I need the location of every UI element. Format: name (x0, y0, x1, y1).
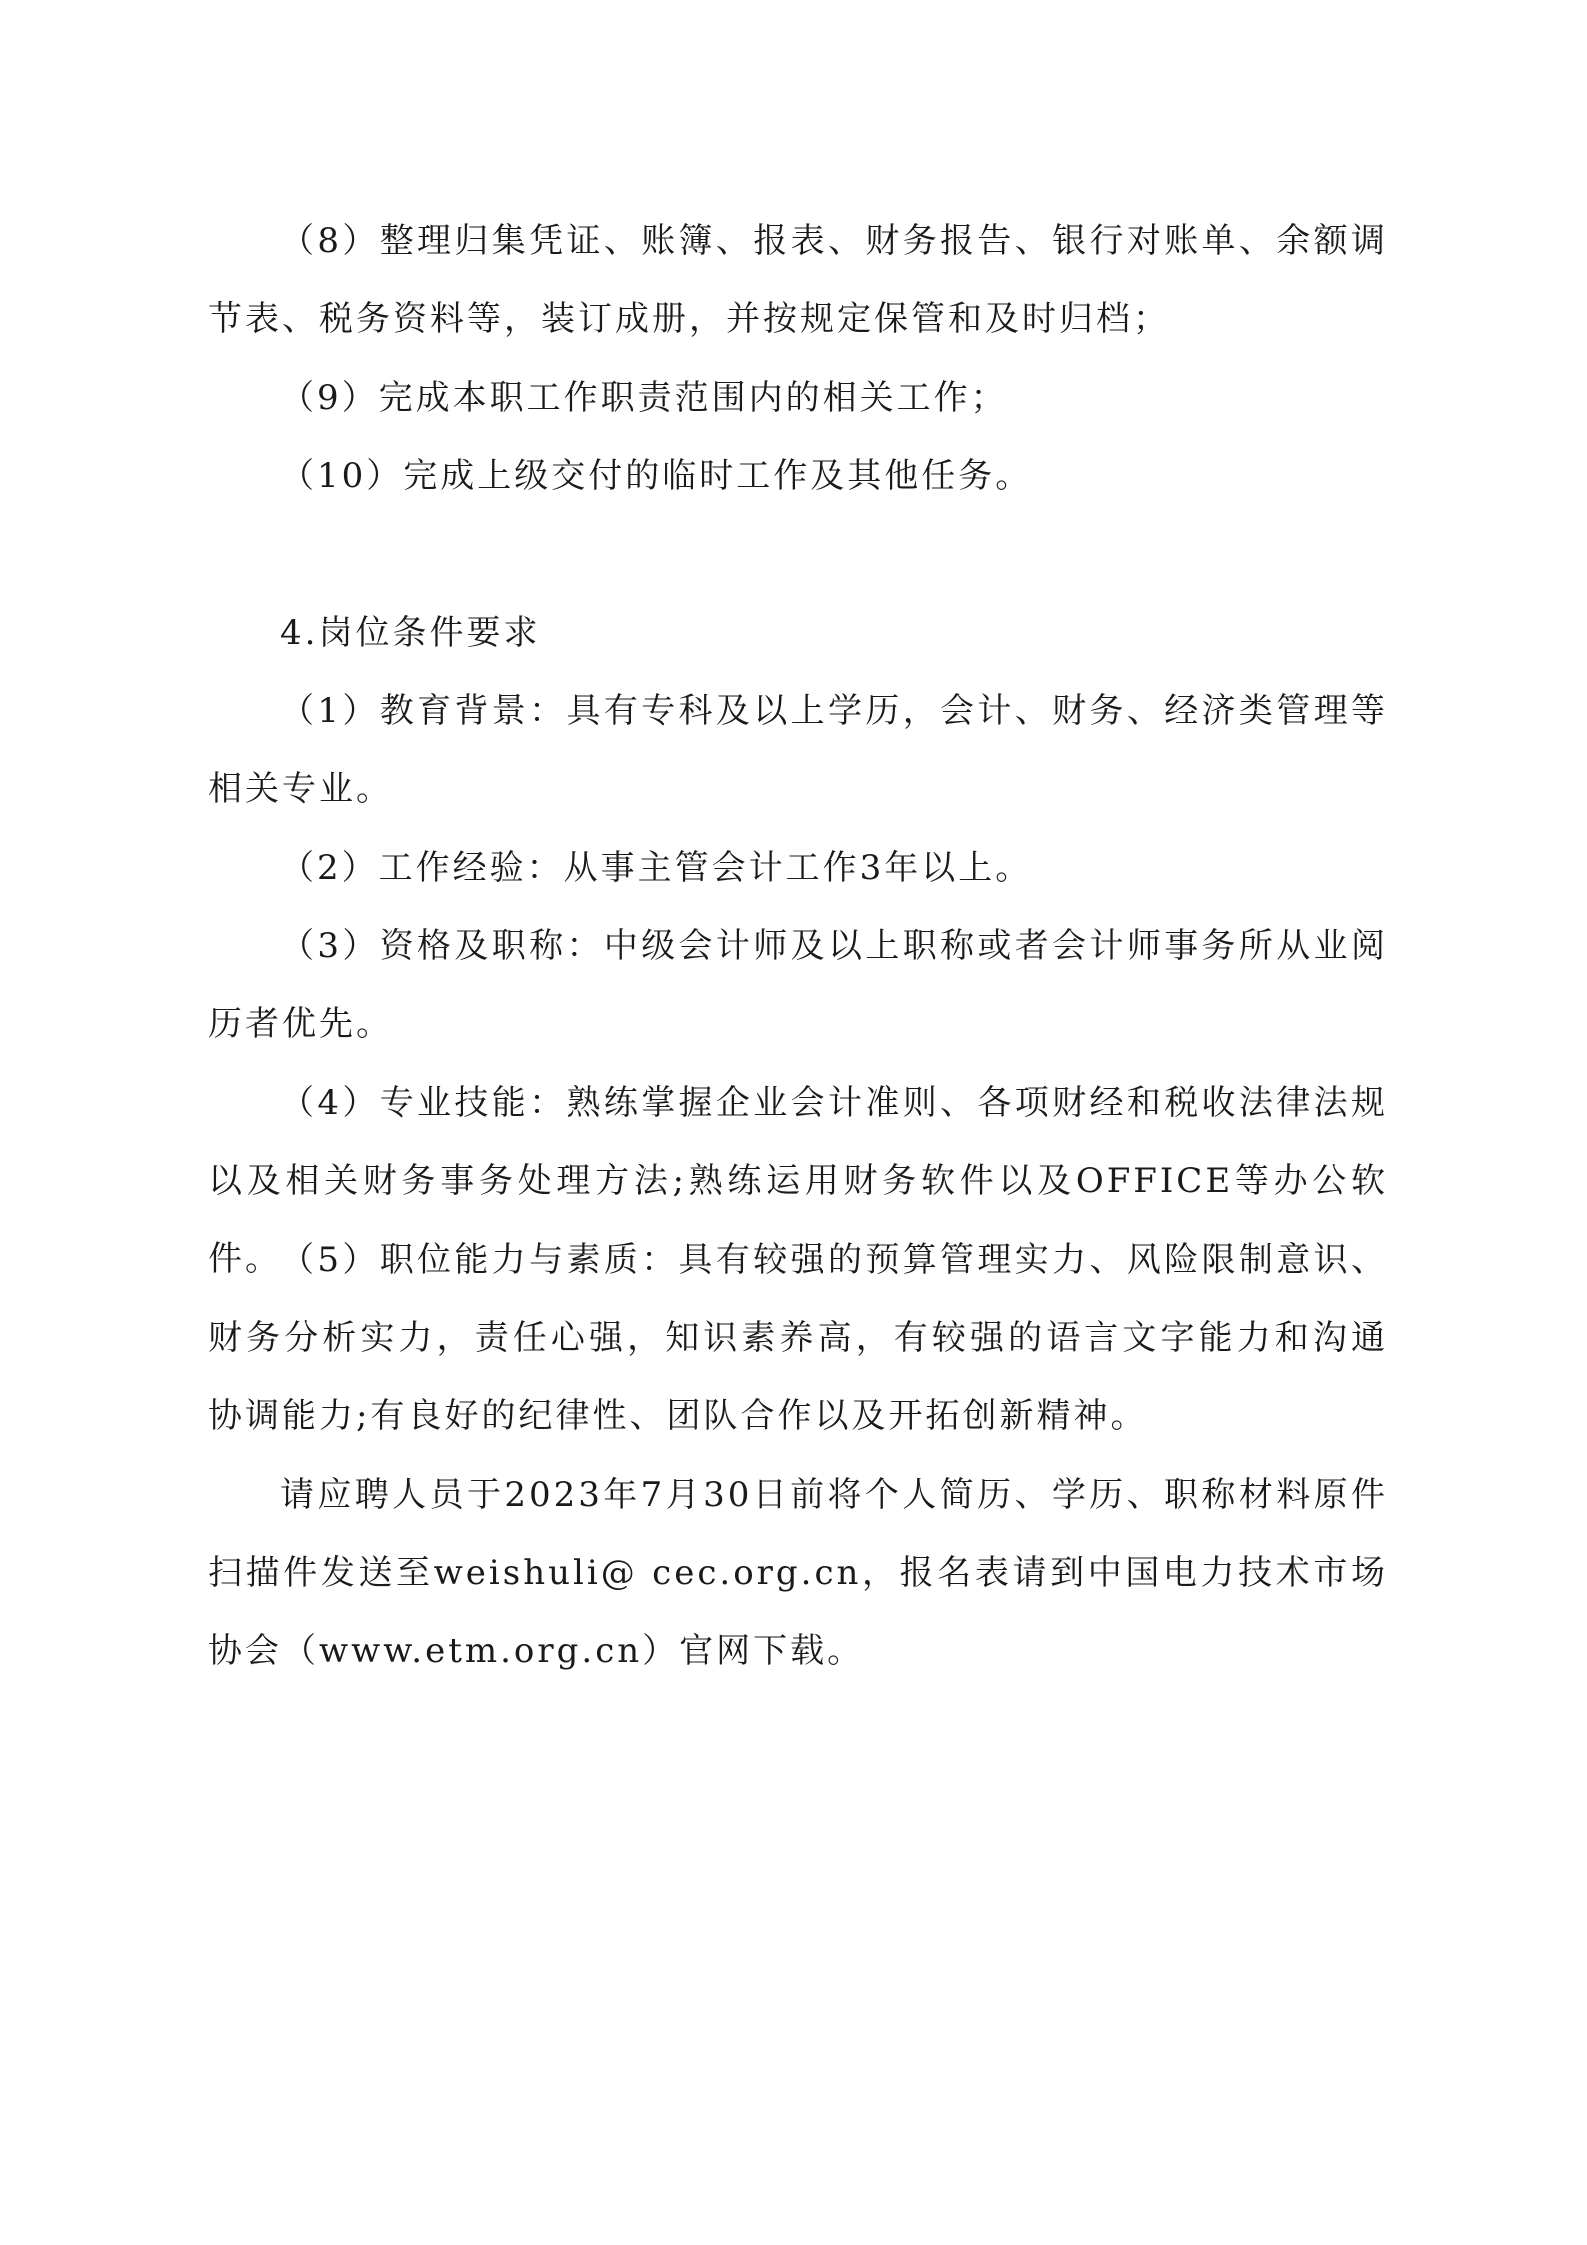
requirement-experience: （2）工作经验：从事主管会计工作3年以上。 (280, 848, 1033, 888)
duty-item-9: （9）完成本职工作职责范围内的相关工作； (280, 378, 1008, 418)
requirement-skills: （4）专业技能：熟练掌握企业会计准则、各项财经和税收法律法规以及相关财务事务处理方法;熟练运用财务软件以及OFFICE等办公软件。 (208, 1083, 1388, 1279)
closing-paragraph: 请应聘人员于2023年7月30日前将个人简历、学历、职称材料原件扫描件发送至weishuli@ cec.org.cn，报名表请到中国电力技术市场协会（www.etm.org.cn）官网下载。 (208, 1475, 1388, 1671)
duty-item-10: （10）完成上级交付的临时工作及其他任务。 (280, 456, 1033, 496)
duty-item-8: （8）整理归集凭证、账簿、报表、财务报告、银行对账单、余额调节表、税务资料等，装订成册，并按规定保管和及时归档； (208, 221, 1388, 339)
requirement-qualification: （3）资格及职称：中级会计师及以上职称或者会计师事务所从业阅历者优先。 (208, 926, 1388, 1044)
requirement-education: （1）教育背景：具有专科及以上学历，会计、财务、经济类管理等相关专业。 (208, 691, 1388, 809)
section-heading: 4.岗位条件要求 (280, 613, 541, 653)
requirement-competence: （5）职位能力与素质：具有较强的预算管理实力、风险限制意识、财务分析实力，责任心强，知识素养高，有较强的语言文字能力和沟通协调能力;有良好的纪律性、团队合作以及开拓创新精神。 (208, 1240, 1388, 1436)
